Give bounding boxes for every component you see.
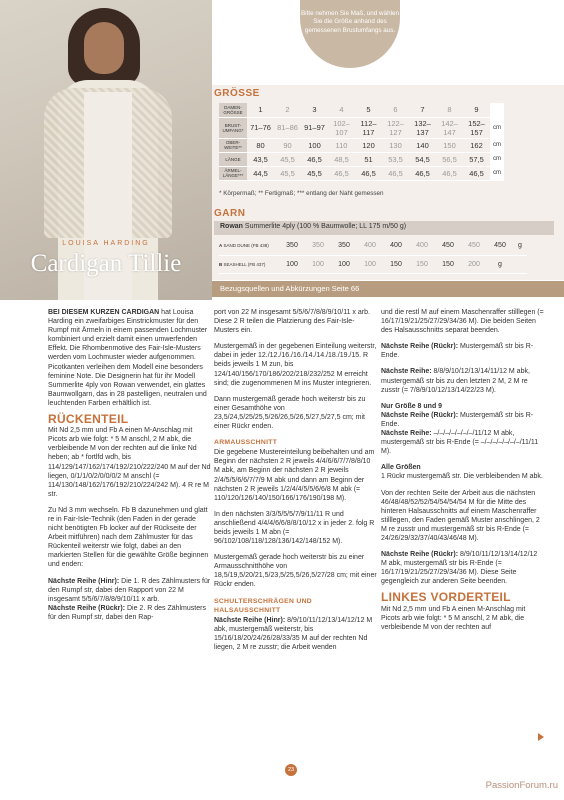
- unit-cell: g: [513, 237, 527, 255]
- yarn-label: B SEASHELL (FB 437): [219, 255, 279, 273]
- size-cell: 150: [436, 138, 463, 152]
- size-cell: 102–107: [328, 117, 355, 138]
- size-cell: 5: [355, 103, 382, 117]
- yarn-row: [219, 237, 527, 255]
- size-row: [219, 166, 504, 180]
- size-cell: 46,5: [409, 166, 436, 180]
- section-heading: ARMAUSSCHNITT: [214, 439, 278, 447]
- size-cell: 46,5: [382, 166, 409, 180]
- size-row-label: ÄRMEL-LÄNGE***: [219, 166, 247, 180]
- yarn-cell: 100: [279, 255, 305, 273]
- size-cell: 51: [355, 152, 382, 166]
- size-cell: 6: [382, 103, 409, 117]
- size-cell: 43,5: [247, 152, 274, 166]
- size-cell: 8: [436, 103, 463, 117]
- yarn-cell: 350: [305, 237, 331, 255]
- size-cell: 152–157: [463, 117, 490, 138]
- size-cell: 132–137: [409, 117, 436, 138]
- yarn-table: [219, 237, 527, 274]
- yarn-cell: 150: [409, 255, 435, 273]
- yarn-cell: 350: [279, 237, 305, 255]
- size-row-label: LÄNGE: [219, 152, 247, 166]
- size-cell: 90: [274, 138, 301, 152]
- size-cell: 46,5: [301, 152, 328, 166]
- size-row: [219, 103, 504, 117]
- size-cell: 45,5: [274, 166, 301, 180]
- size-cell: 140: [409, 138, 436, 152]
- continue-arrow-icon: [538, 733, 544, 741]
- yarn-cell: 100: [357, 255, 383, 273]
- size-row: [219, 117, 504, 138]
- size-cell: 120: [355, 138, 382, 152]
- size-cell: 122–127: [382, 117, 409, 138]
- size-cell: 81–86: [274, 117, 301, 138]
- size-cell: 56,5: [436, 152, 463, 166]
- size-cell: 130: [382, 138, 409, 152]
- yarn-row: [219, 255, 527, 273]
- yarn-cell: 450: [435, 237, 461, 255]
- size-cell: 112–117: [355, 117, 382, 138]
- size-cell: 7: [409, 103, 436, 117]
- size-cell: 54,5: [409, 152, 436, 166]
- yarn-cell: 150: [383, 255, 409, 273]
- yarn-header: Rowan Summerlite 4ply (100 % Baumwolle; LL 175 m/50 g): [214, 221, 554, 235]
- size-cell: 46,5: [355, 166, 382, 180]
- unit-cell: [513, 255, 527, 273]
- groesse-heading: GRÖSSE: [214, 88, 260, 99]
- size-cell: 45,5: [301, 166, 328, 180]
- size-footnote: * Körpermaß; ** Fertigmaß; *** entlang der Naht gemessen: [219, 190, 384, 197]
- yarn-cell: g: [487, 255, 513, 273]
- size-cell: 46,5: [328, 166, 355, 180]
- unit-cell: cm: [490, 138, 504, 152]
- garn-heading: GARN: [214, 208, 246, 219]
- size-cell: 2: [274, 103, 301, 117]
- size-cell: 46,5: [436, 166, 463, 180]
- unit-cell: cm: [490, 166, 504, 180]
- size-cell: 1: [247, 103, 274, 117]
- column-1: BEI DIESEM KURZEN CARDIGAN hat Louisa Harding ein zweifarbiges Einstrickmuster für den Rumpf mit Ärmeln in einem passenden Lochmuster kombiniert und erzielt damit einen umwerfenden Effekt. Die Rhombenmotive des Fair-Isle-Musters werden vom Lochmuster wieder aufgenommen. Picotkanten verleihen dem Modell eine besonders feminine Note. Die Designerin hat für ihr Modell Summerlite 4ply von Rowan verwendet, ein glattes Baumwollgarn, das in 28 pastelligen, neutralen und leuchtenden Farben erhältlich ist. RÜCKENTEIL Mit Nd 2,5 mm und Fb A einen M-Anschlag mit Picots arb wie folgt: * 5 M anschl, 2 M abk, die verbleibende M von der rechten auf die linke Nd heben; ab * fortlfd wdh, bis 114/129/147/162/174/192/210/222/240 M auf der Nd liegen, 0/1/1/0/2/0/0/0/2 M anschl (= 114/130/148/162/176/192/210/224/242 M). 4 R re M str. Zu Nd 3 mm wechseln. Fb B dazunehmen und glatt re in Fair-Isle-Technik (den Faden in der gerade nicht benötigten Fb locker auf der Rückseite der Arbeit mitführen) nach dem Zählmuster für das Rückenteil weiterstr wie folgt, dabei an den markierten Stellen für die gewählte Größe beginnen und enden: Nächste Reihe (Hinr): Die 1. R des Zählmusters für den Rumpf str, dabei den Rapport von 22 M insgesamt 5/5/6/7/8/8/9/10/11 x arb. Nächste Reihe (Rückr): Die 2. R des Zählmusters für den Rumpf str, dabei den Rap-: [48, 309, 211, 621]
- size-cell: 44,5: [247, 166, 274, 180]
- size-row: [219, 138, 504, 152]
- yarn-cell: 450: [487, 237, 513, 255]
- size-row-label: DAMEN-GRÖSSE: [219, 103, 247, 117]
- size-row-label: OBER-WEITE**: [219, 138, 247, 152]
- section-heading: SCHULTERSCHRÄGEN UND HALSAUSSCHNITT: [214, 597, 313, 614]
- size-cell: 45,5: [274, 152, 301, 166]
- watermark: PassionForum.ru: [485, 780, 558, 791]
- size-cell: 57,5: [463, 152, 490, 166]
- unit-cell: [490, 103, 504, 117]
- yarn-label: A SAND DUNE (FB 438): [219, 237, 279, 255]
- size-cell: 4: [328, 103, 355, 117]
- yarn-cell: 100: [305, 255, 331, 273]
- size-table: [219, 103, 504, 181]
- size-cell: 3: [301, 103, 328, 117]
- unit-cell: cm: [490, 152, 504, 166]
- size-cell: 91–97: [301, 117, 328, 138]
- size-row: [219, 152, 504, 166]
- size-cell: 110: [328, 138, 355, 152]
- size-cell: 71–76: [247, 117, 274, 138]
- size-cell: 48,5: [328, 152, 355, 166]
- size-cell: 53,5: [382, 152, 409, 166]
- yarn-cell: 450: [461, 237, 487, 255]
- column-3: und die restl M auf einem Maschenraffer stilllegen (= 16/17/19/21/25/27/29/34/36 M). Die beiden Seiten des Halsausschnitts separat beenden. Nächste Reihe (Rückr): Mustergemäß str bis R-Ende. Nächste Reihe: 8/8/9/10/12/13/14/11/12 M abk, mustergemäß str bis zu den letzten 2 M, 2 M re zusstr (= 7/8/9/10/12/13/14/22/23 M). Nur Größe 8 und 9 Nächste Reihe (Rückr): Mustergemäß str bis R-Ende. Nächste Reihe: –/–/–/–/–/–/–/11/12 M abk, mustergemäß str bis R-Ende (= –/–/–/–/–/–/–/11/11 M). Alle Größen 1 Rückr mustergemäß str. Die verbleibenden M abk. Von der rechten Seite der Arbeit aus die nächsten 46/48/48/52/52/54/54/54/54 M für die Mitte des hinteren Halsausschnitts auf einem Maschenraffer stilllegen, den Faden gemäß Muster anschlingen, 2 M re zusstr und mustergemäß str bis R-Ende (= 24/26/29/32/37/40/43/46/48 M). Nächste Reihe (Rückr): 8/9/10/11/12/13/14/12/12 M abk, mustergemäß str bis R-Ende (= 16/17/19/21/25/27/29/34/36 M). Diese Seite gegengleich zur anderen Seite beenden. LINKES VORDERTEIL Mit Nd 2,5 mm und Fb A einen M-Anschlag mit Picots arb wie folgt: * 5 M anschl, 2 M abk, die verbleibende M von der rechten auf: [381, 309, 544, 631]
- yarn-cell: 400: [409, 237, 435, 255]
- size-cell: 46,5: [463, 166, 490, 180]
- size-cell: 100: [301, 138, 328, 152]
- references-bar: Bezugsquellen und Abkürzungen Seite 66: [212, 281, 564, 297]
- yarn-cell: 100: [331, 255, 357, 273]
- column-2: port von 22 M insgesamt 5/5/6/7/8/8/9/10/11 x arb. Diese 2 R teilen die Platzierung des Fair-Isle-Musters ein. Mustergemäß in der gegebenen Einteilung weiterstr, dabei in jeder 12./12./16./16./14./14./18./19./15. R beids jeweils 1 M zun, bis 124/140/156/170/186/202/218/232/252 M erreicht sind; die zugenommenen M ins Muster integrieren. Dann mustergemäß gerade hoch weiterstr bis zu einer Gesamthöhe von 23,5/24,5/25/25,5/26/26,5/26,5/27,5/27,5 cm; mit einer Rückr enden. ARMAUSSCHNITT Die gegebene Mustereinteilung beibehalten und am Beginn der nächsten 2 R jeweils 4/4/6/6/7/7/8/8/10 M abk, am Beginn der nächsten 2 R jeweils 2/4/5/5/6/6/7/7/9 M abk und dann am Beginn der nächsten 2 R jeweils 1/2/4/4/5/5/6/6/8 M abk (= 110/120/126/140/150/166/176/190/198 M). In den nächsten 3/3/5/5/5/7/9/11/11 R und anschließend 4/4/4/6/6/8/8/10/12 x in jeder 2. folg R beids jeweils 1 M abn (= 96/102/108/118/128/136/142/148/152 M). Mustergemäß gerade hoch weiterstr bis zu einer Armausschnitthöhe von 18,5/19,5/20/21,5/23,5/25,5/26,5/27/28 cm; mit einer Rückr enden. SCHULTERSCHRÄGEN UND HALSAUSSCHNITT Nächste Reihe (Hinr): 8/9/10/11/12/13/14/12/12 M abk, mustergemäß weiterstr, bis 15/16/18/20/24/26/28/33/35 M auf der rechten Nd liegen, 2 M re zusstr; die Arbeit wenden: [214, 309, 377, 651]
- size-cell: 80: [247, 138, 274, 152]
- unit-cell: cm: [490, 117, 504, 138]
- size-cell: 142–147: [436, 117, 463, 138]
- section-heading: RÜCKENTEIL: [48, 412, 129, 427]
- section-heading: LINKES VORDERTEIL: [381, 590, 511, 605]
- yarn-cell: 400: [357, 237, 383, 255]
- yarn-cell: 200: [461, 255, 487, 273]
- pattern-title: Cardigan Tillie: [30, 250, 182, 277]
- size-note: Bitte nehmen Sie Maß, und wählen Sie die Größe anhand des gemessenen Brustumfangs aus.: [300, 0, 400, 68]
- yarn-cell: 350: [331, 237, 357, 255]
- size-cell: 9: [463, 103, 490, 117]
- size-cell: 162: [463, 138, 490, 152]
- size-row-label: BRUST-UMFANG*: [219, 117, 247, 138]
- yarn-cell: 400: [383, 237, 409, 255]
- page-number: 23: [285, 764, 297, 776]
- designer-name: LOUISA HARDING: [62, 240, 150, 247]
- yarn-cell: 150: [435, 255, 461, 273]
